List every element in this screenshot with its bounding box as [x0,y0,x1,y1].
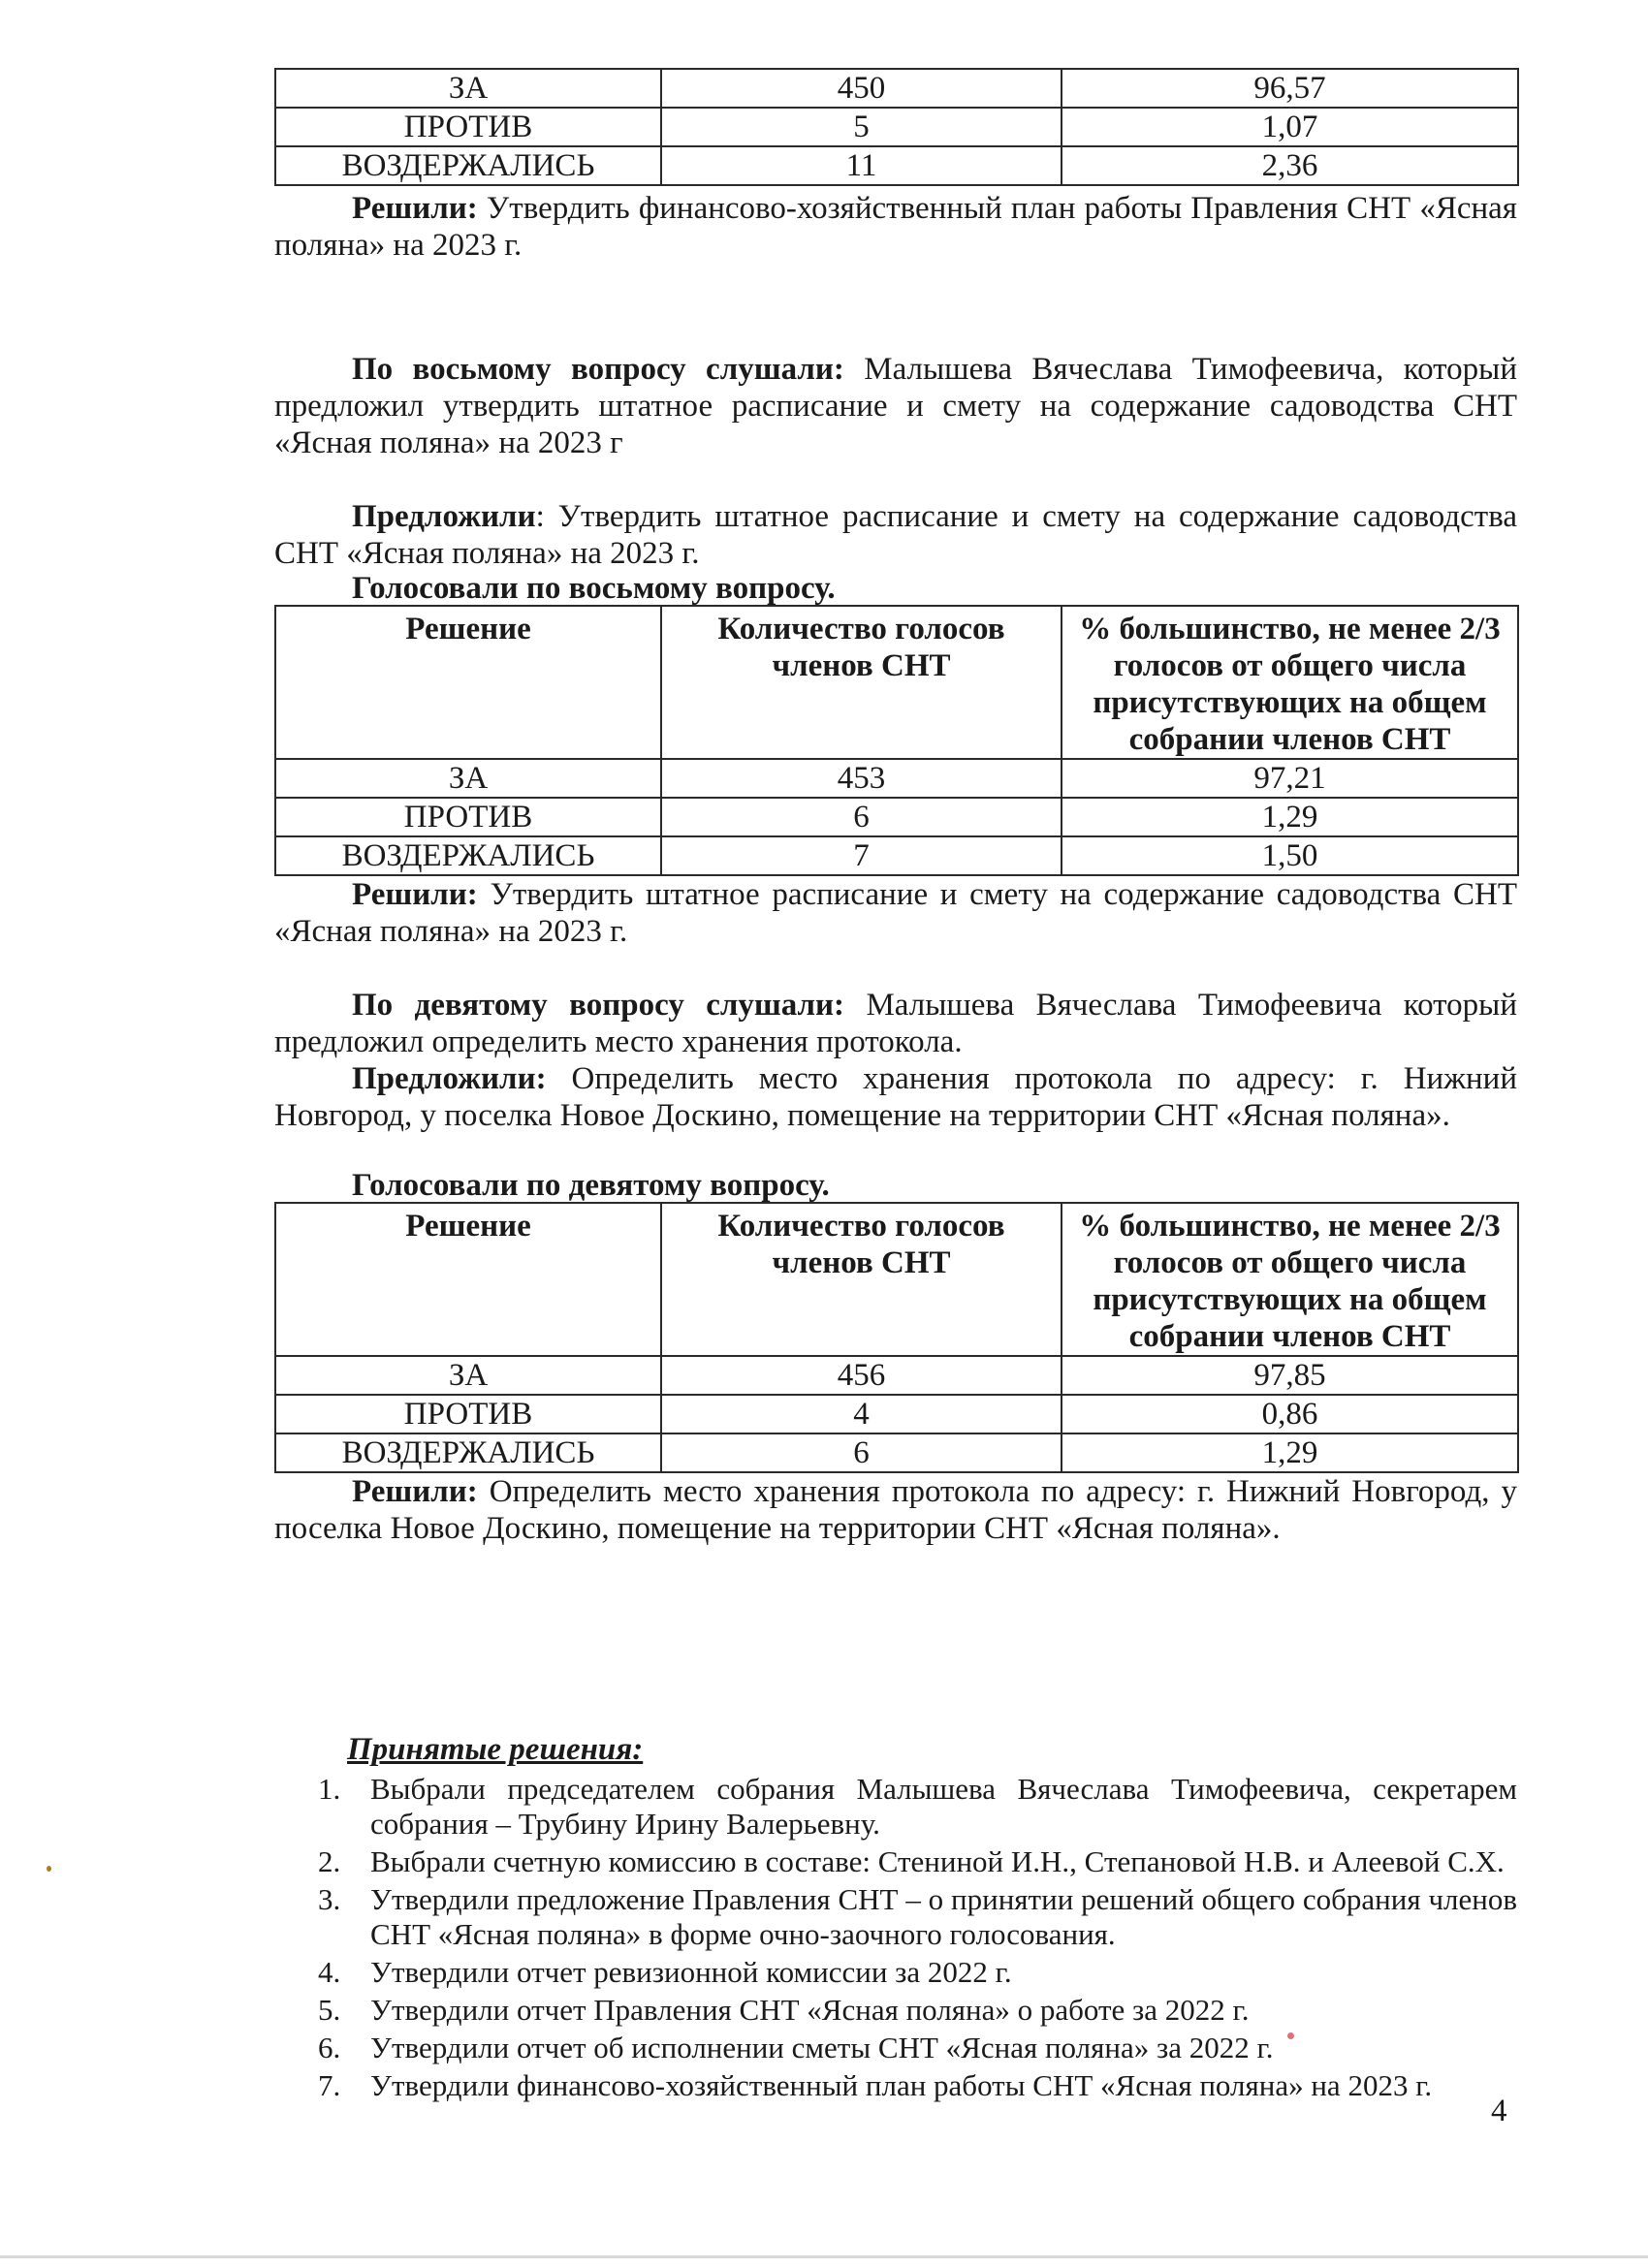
document-page [274,0,1517,2106]
vote-title-q9: Голосовали по девятому вопросу. [352,1168,830,1203]
count-cell: 456 [661,1356,1062,1395]
table-row [275,1395,1518,1433]
proposed-q8 [274,498,1517,572]
decision-cell: ПРОТИВ [275,798,661,836]
decisions-title: Принятые решения: [347,1732,644,1767]
decided-label: Решили: [352,877,478,912]
header-decision: Решение [275,606,661,759]
header-decision: Решение [275,1203,661,1356]
scan-speck [47,1866,51,1872]
decision-cell: ПРОТИВ [275,108,661,146]
heard-text: Малышева Вячеслава Тимофеевича, который предложил утвердить штатное расписание и смету на содержание садоводства СНТ «Ясная поляна» на 2023 г [274,352,1517,460]
count-cell: 450 [661,69,1062,108]
item-text: Выбрали председателем собрания Малышева Вячеслава Тимофеевича, секретарем собрания – Трубину Ирину Валерьевну. [370,1772,1517,1841]
header-percent: % большинство, не менее 2/3 голосов от общего числа присутствующих на общем собрании членов СНТ [1062,606,1518,759]
percent-cell: 97,85 [1062,1356,1518,1395]
decided-label: Решили: [352,191,478,226]
page-number: 4 [1491,2094,1507,2128]
vote-table-q9 [274,1202,1519,1473]
count-cell: 11 [661,146,1062,185]
list-item [274,1882,1517,1952]
percent-cell: 1,07 [1062,108,1518,146]
item-number: 2. [318,1844,341,1878]
list-item [274,2031,1517,2065]
percent-cell: 97,21 [1062,759,1518,798]
proposed-text: : Утвердить штатное расписание и смету на содержание садоводства СНТ «Ясная поляна» на 2023 г. [274,499,1517,571]
percent-cell: 2,36 [1062,146,1518,185]
item-text: Выбрали счетную комиссию в составе: Стениной И.Н., Степановой Н.В. и Алеевой С.Х. [370,1844,1505,1878]
percent-cell: 0,86 [1062,1395,1518,1433]
decision-cell: ВОЗДЕРЖАЛИСЬ [275,836,661,875]
item-number: 1. [318,1772,341,1806]
item-text: Утвердили предложение Правления СНТ – о принятии решений общего собрания членов СНТ «Ясная поляна» в форме очно-заочного голосования. [370,1882,1517,1951]
decision-cell: ПРОТИВ [275,1395,661,1433]
vote-table-q7 [274,68,1519,186]
item-number: 7. [318,2068,341,2102]
list-item [274,1844,1517,1879]
header-count: Количество голосов членов СНТ [661,1203,1062,1356]
decided-q9 [274,1473,1517,1547]
percent-cell: 1,29 [1062,1433,1518,1472]
decisions-list [274,1772,1517,2103]
decided-text: Утвердить штатное расписание и смету на содержание садоводства СНТ «Ясная поляна» на 2023 г. [274,877,1517,949]
count-cell: 4 [661,1395,1062,1433]
count-cell: 5 [661,108,1062,146]
decision-cell: ЗА [275,1356,661,1395]
decided-q7 [274,190,1517,264]
percent-cell: 1,29 [1062,798,1518,836]
percent-cell: 1,50 [1062,836,1518,875]
proposed-q9 [274,1060,1517,1134]
heard-q8 [274,351,1517,461]
decided-text: Определить место хранения протокола по адресу: г. Нижний Новгород, у поселка Новое Доскино, помещение на территории СНТ «Ясная поляна». [274,1474,1517,1546]
table-row [275,1433,1518,1472]
decided-q8 [274,876,1517,950]
proposed-text: Определить место хранения протокола по адресу: г. Нижний Новгород, у поселка Новое Доскино, помещение на территории СНТ «Ясная поляна». [274,1061,1517,1133]
item-number: 3. [318,1882,341,1916]
decision-cell: ВОЗДЕРЖАЛИСЬ [275,146,661,185]
count-cell: 453 [661,759,1062,798]
count-cell: 6 [661,798,1062,836]
vote-title-q8: Голосовали по восьмому вопросу. [352,571,836,606]
list-item [274,1955,1517,1990]
table-row [275,146,1518,185]
header-count: Количество голосов членов СНТ [661,606,1062,759]
decided-label: Решили: [352,1474,478,1509]
heard-label: По девятому вопросу слушали: [352,988,845,1023]
list-item [274,2068,1517,2103]
heard-text: Малышева Вячеслава Тимофеевича который предложил определить место хранения протокола. [274,988,1517,1059]
table-header-row [275,606,1518,759]
vote-table-q8 [274,605,1519,876]
decision-cell: ЗА [275,69,661,108]
table-row [275,798,1518,836]
table-row [275,1356,1518,1395]
item-number: 6. [318,2031,341,2064]
scan-edge [0,2255,1648,2258]
decided-text: Утвердить финансово-хозяйственный план работы Правления СНТ «Ясная поляна» на 2023 г. [274,191,1517,263]
heard-q9 [274,987,1517,1060]
scan-speck [1287,2032,1294,2039]
header-percent: % большинство, не менее 2/3 голосов от общего числа присутствующих на общем собрании членов СНТ [1062,1203,1518,1356]
table-row [275,108,1518,146]
list-item [274,1772,1517,1842]
table-row [275,759,1518,798]
proposed-label: Предложили: [352,1061,547,1096]
item-text: Утвердили финансово-хозяйственный план работы СНТ «Ясная поляна» на 2023 г. [370,2068,1433,2102]
item-text: Утвердили отчет об исполнении сметы СНТ «Ясная поляна» за 2022 г. [370,2031,1274,2064]
list-item [274,1993,1517,2028]
percent-cell: 96,57 [1062,69,1518,108]
item-number: 4. [318,1955,341,1989]
decision-cell: ЗА [275,759,661,798]
item-text: Утвердили отчет Правления СНТ «Ясная поляна» о работе за 2022 г. [370,1993,1250,2027]
table-row [275,69,1518,108]
proposed-label: Предложили [352,499,536,534]
table-row [275,836,1518,875]
count-cell: 6 [661,1433,1062,1472]
decision-cell: ВОЗДЕРЖАЛИСЬ [275,1433,661,1472]
heard-label: По восьмому вопросу слушали: [352,352,844,387]
table-header-row [275,1203,1518,1356]
item-number: 5. [318,1993,341,2027]
item-text: Утвердили отчет ревизионной комиссии за 2022 г. [370,1955,1012,1989]
count-cell: 7 [661,836,1062,875]
